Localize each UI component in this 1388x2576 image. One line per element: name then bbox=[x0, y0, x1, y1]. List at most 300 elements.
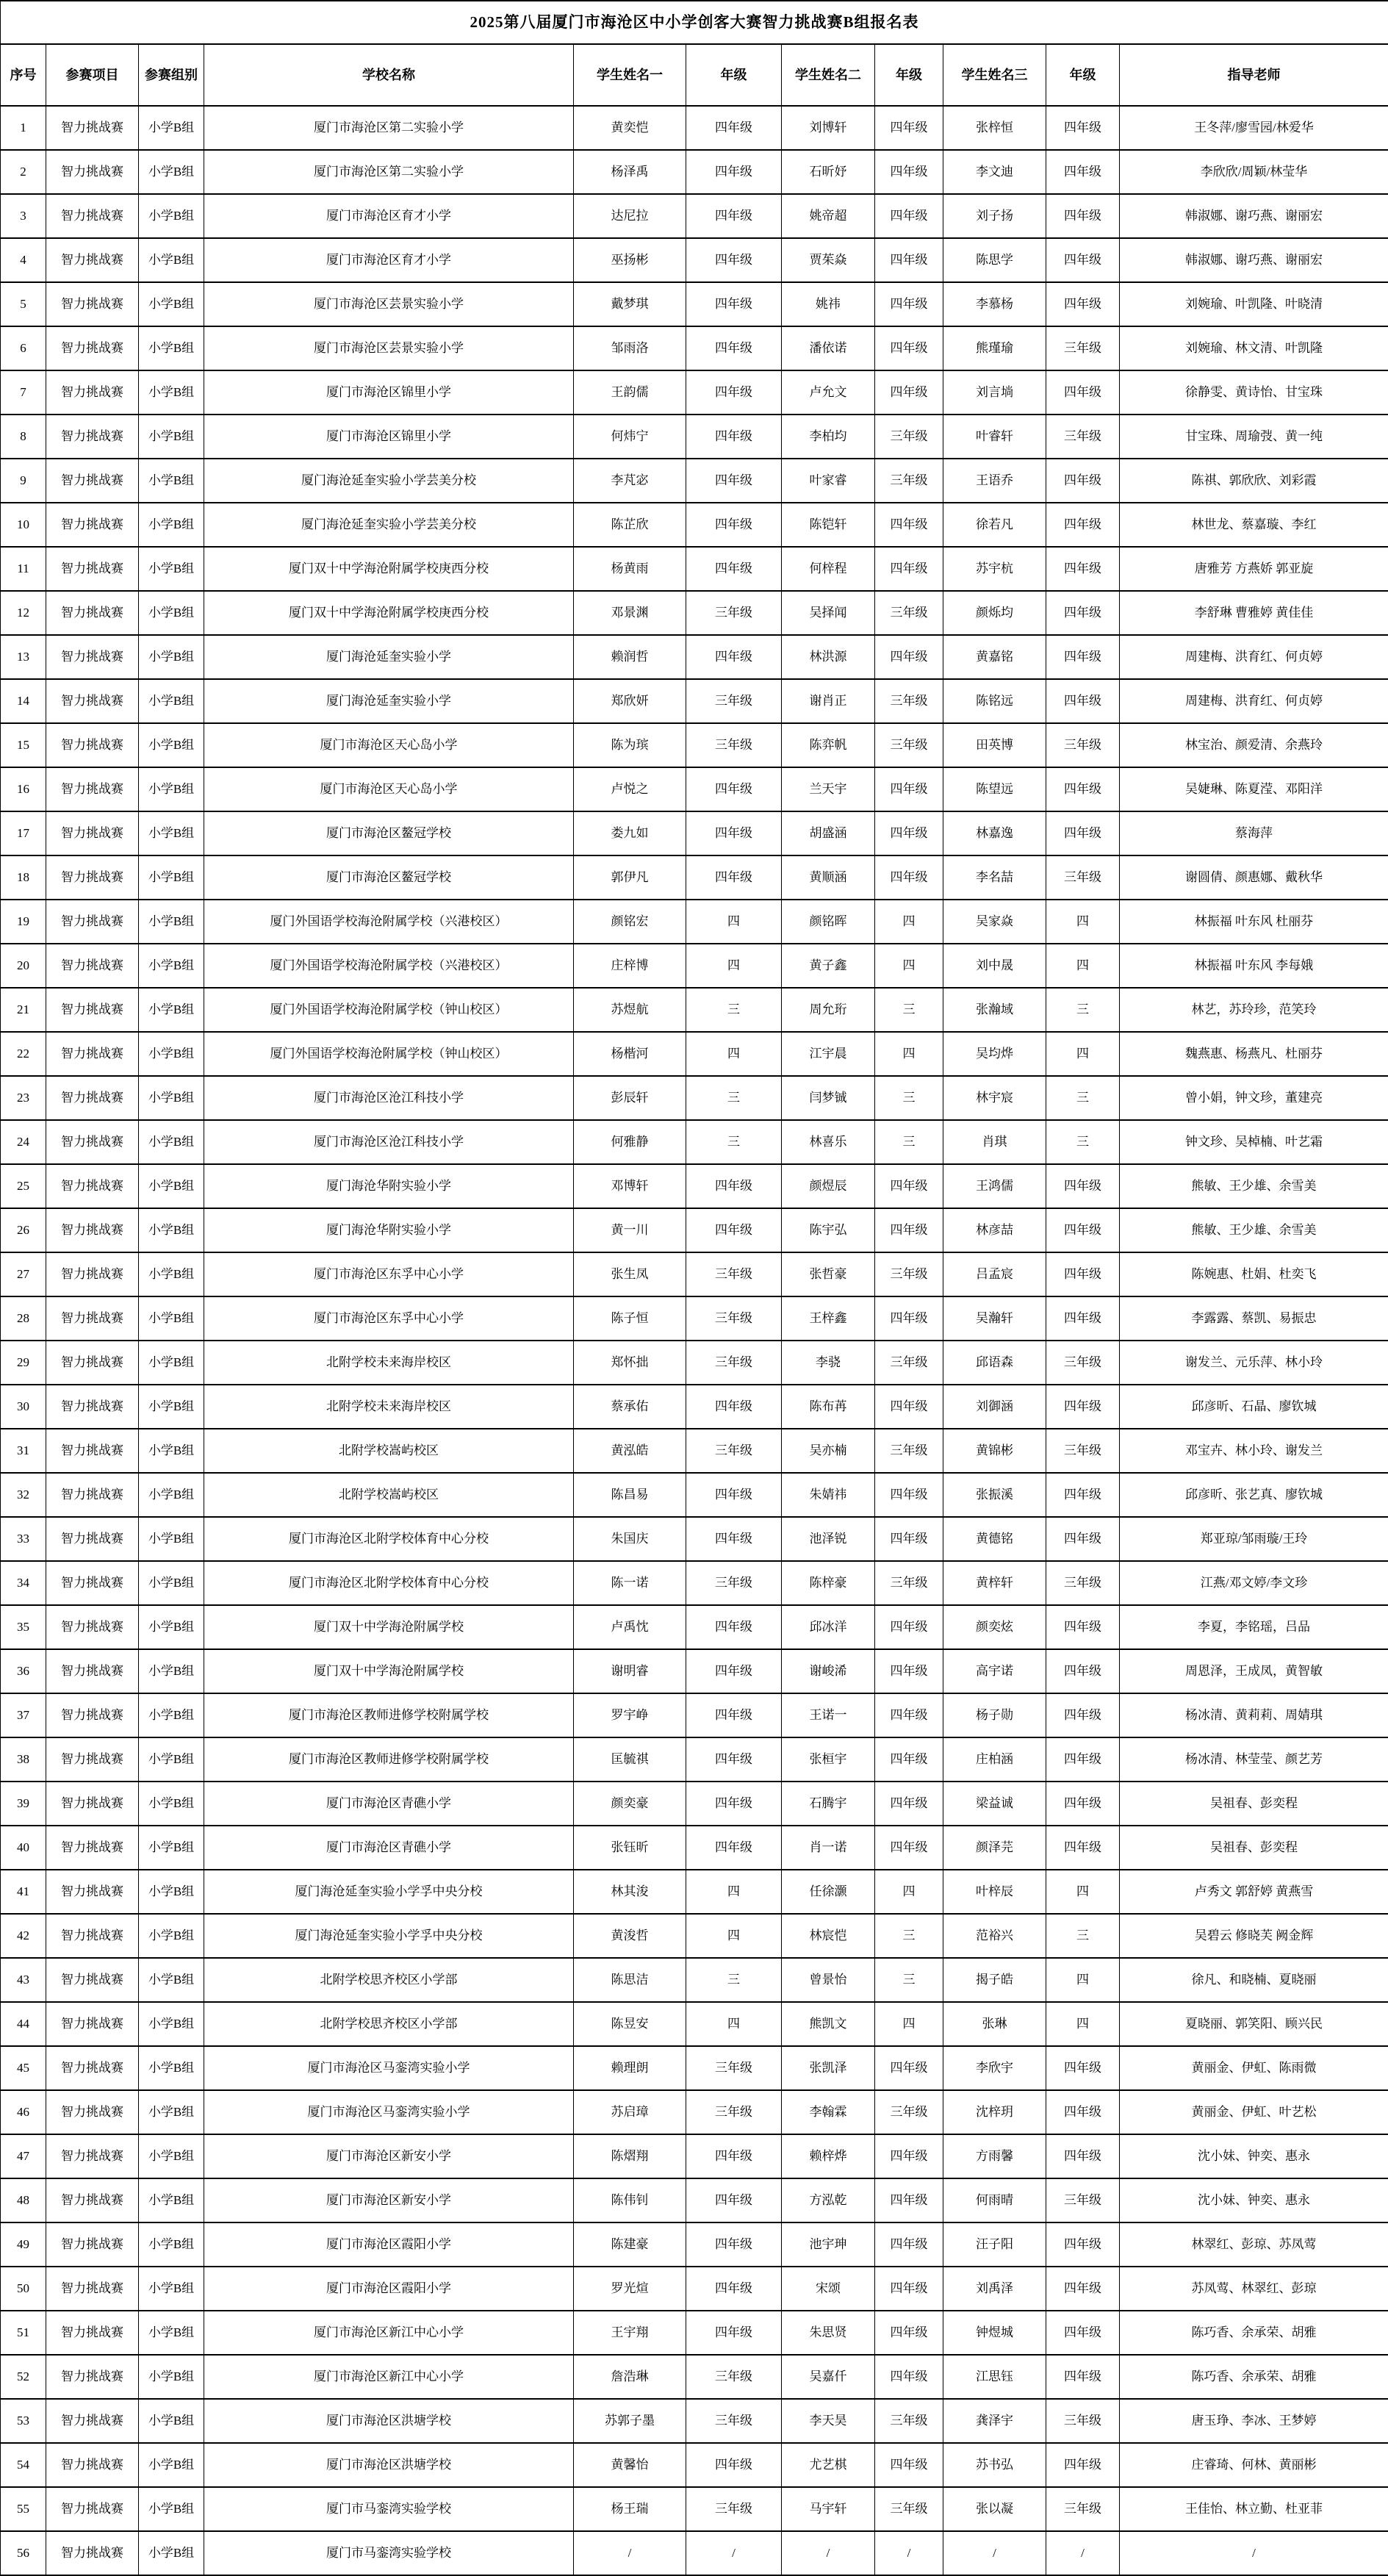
cell-school: 厦门市海沧区鳌冠学校 bbox=[204, 855, 574, 900]
cell-index: 10 bbox=[1, 503, 46, 547]
cell-event: 智力挑战赛 bbox=[46, 1208, 139, 1252]
cell-event: 智力挑战赛 bbox=[46, 2443, 139, 2487]
cell-student1: 谢明睿 bbox=[574, 1649, 686, 1693]
cell-grade2: 四年级 bbox=[875, 282, 943, 326]
cell-group: 小学B组 bbox=[139, 2487, 204, 2531]
cell-student3: 林嘉逸 bbox=[943, 811, 1046, 855]
cell-grade3: 四年级 bbox=[1046, 238, 1120, 282]
cell-school: 厦门市海沧区锦里小学 bbox=[204, 415, 574, 459]
cell-group: 小学B组 bbox=[139, 900, 204, 944]
table-row bbox=[1, 503, 1388, 547]
cell-event: 智力挑战赛 bbox=[46, 1385, 139, 1429]
cell-event: 智力挑战赛 bbox=[46, 2134, 139, 2178]
table-row bbox=[1, 1164, 1388, 1208]
cell-teachers: 林艺，苏玲珍，范笑玲 bbox=[1120, 988, 1388, 1032]
cell-student2: 黄顺涵 bbox=[782, 855, 875, 900]
cell-student3: 张振溪 bbox=[943, 1473, 1046, 1517]
cell-student1: 詹浩琳 bbox=[574, 2355, 686, 2399]
cell-grade2: 四年级 bbox=[875, 238, 943, 282]
cell-student1: 杨楷河 bbox=[574, 1032, 686, 1076]
cell-teachers: 庄睿琦、何林、黄丽彬 bbox=[1120, 2443, 1388, 2487]
cell-teachers: 沈小妹、钟奕、惠永 bbox=[1120, 2134, 1388, 2178]
cell-event: 智力挑战赛 bbox=[46, 1473, 139, 1517]
cell-school: 厦门外国语学校海沧附属学校（钟山校区） bbox=[204, 988, 574, 1032]
cell-grade1: 三年级 bbox=[686, 723, 782, 767]
cell-grade1: 四年级 bbox=[686, 326, 782, 370]
cell-student3: 张琳 bbox=[943, 2002, 1046, 2046]
cell-index: 25 bbox=[1, 1164, 46, 1208]
cell-teachers: 周恩泽，王成凤，黄智敏 bbox=[1120, 1649, 1388, 1693]
cell-grade1: 三年级 bbox=[686, 2090, 782, 2134]
cell-school: 厦门市海沧区沧江科技小学 bbox=[204, 1120, 574, 1164]
cell-index: 23 bbox=[1, 1076, 46, 1120]
cell-grade2: 三年级 bbox=[875, 1429, 943, 1473]
cell-group: 小学B组 bbox=[139, 459, 204, 503]
cell-grade1: 四年级 bbox=[686, 415, 782, 459]
table-body bbox=[1, 106, 1388, 2575]
cell-grade3: 三 bbox=[1046, 1076, 1120, 1120]
cell-index: 18 bbox=[1, 855, 46, 900]
cell-student1: 彭辰轩 bbox=[574, 1076, 686, 1120]
table-row bbox=[1, 1914, 1388, 1958]
cell-group: 小学B组 bbox=[139, 811, 204, 855]
cell-student1: 陈芷欣 bbox=[574, 503, 686, 547]
cell-student3: 刘中晟 bbox=[943, 944, 1046, 988]
cell-index: 43 bbox=[1, 1958, 46, 2002]
table-row bbox=[1, 370, 1388, 415]
cell-index: 36 bbox=[1, 1649, 46, 1693]
cell-grade1: 三年级 bbox=[686, 679, 782, 723]
cell-student3: 苏书弘 bbox=[943, 2443, 1046, 2487]
cell-event: 智力挑战赛 bbox=[46, 1870, 139, 1914]
table-row bbox=[1, 2443, 1388, 2487]
cell-index: 14 bbox=[1, 679, 46, 723]
cell-grade1: 四年级 bbox=[686, 1649, 782, 1693]
table-row bbox=[1, 1782, 1388, 1826]
cell-grade1: 四年级 bbox=[686, 1164, 782, 1208]
cell-index: 46 bbox=[1, 2090, 46, 2134]
cell-student2: 朱婧祎 bbox=[782, 1473, 875, 1517]
cell-event: 智力挑战赛 bbox=[46, 2178, 139, 2222]
cell-event: 智力挑战赛 bbox=[46, 1252, 139, 1296]
cell-index: 12 bbox=[1, 591, 46, 635]
cell-group: 小学B组 bbox=[139, 1341, 204, 1385]
cell-grade1: 四年级 bbox=[686, 1208, 782, 1252]
cell-grade2: 四年级 bbox=[875, 326, 943, 370]
cell-student3: 杨子勋 bbox=[943, 1693, 1046, 1737]
cell-grade1: 四年级 bbox=[686, 503, 782, 547]
cell-student1: 达尼拉 bbox=[574, 194, 686, 238]
cell-student3: 颜泽芫 bbox=[943, 1826, 1046, 1870]
cell-index: 39 bbox=[1, 1782, 46, 1826]
cell-index: 26 bbox=[1, 1208, 46, 1252]
cell-group: 小学B组 bbox=[139, 2222, 204, 2267]
cell-teachers: 唐雅芳 方燕娇 郭亚旋 bbox=[1120, 547, 1388, 591]
cell-teachers: 吴祖春、彭奕程 bbox=[1120, 1782, 1388, 1826]
table-row bbox=[1, 591, 1388, 635]
cell-student3: 邱语森 bbox=[943, 1341, 1046, 1385]
cell-teachers: 刘婉瑜、叶凯隆、叶晓清 bbox=[1120, 282, 1388, 326]
cell-grade3: 四 bbox=[1046, 900, 1120, 944]
cell-school: 厦门市海沧区青礁小学 bbox=[204, 1782, 574, 1826]
cell-grade2: 四年级 bbox=[875, 106, 943, 150]
cell-index: 6 bbox=[1, 326, 46, 370]
cell-teachers: 杨冰清、林莹莹、颜艺芳 bbox=[1120, 1737, 1388, 1782]
cell-teachers: 夏晓丽、郭笑阳、顾兴民 bbox=[1120, 2002, 1388, 2046]
cell-grade3: 四 bbox=[1046, 1870, 1120, 1914]
cell-school: 厦门海沧延奎实验小学 bbox=[204, 635, 574, 679]
cell-student2: 姚祎 bbox=[782, 282, 875, 326]
cell-grade2: 三 bbox=[875, 988, 943, 1032]
table-row bbox=[1, 2531, 1388, 2575]
cell-student1: 黄浚哲 bbox=[574, 1914, 686, 1958]
cell-group: 小学B组 bbox=[139, 2311, 204, 2355]
cell-event: 智力挑战赛 bbox=[46, 106, 139, 150]
cell-school: 厦门市海沧区霞阳小学 bbox=[204, 2222, 574, 2267]
cell-grade2: 四年级 bbox=[875, 1693, 943, 1737]
cell-grade2: 四年级 bbox=[875, 767, 943, 811]
cell-student2: 陈铠轩 bbox=[782, 503, 875, 547]
table-row bbox=[1, 1737, 1388, 1782]
cell-event: 智力挑战赛 bbox=[46, 1958, 139, 2002]
cell-student2: 林宸恺 bbox=[782, 1914, 875, 1958]
cell-student3: 叶梓辰 bbox=[943, 1870, 1046, 1914]
cell-grade2: 四年级 bbox=[875, 2046, 943, 2090]
cell-index: 32 bbox=[1, 1473, 46, 1517]
cell-student1: 陈思洁 bbox=[574, 1958, 686, 2002]
cell-group: 小学B组 bbox=[139, 503, 204, 547]
cell-event: 智力挑战赛 bbox=[46, 1296, 139, 1341]
cell-student2: 任徐灏 bbox=[782, 1870, 875, 1914]
cell-index: 54 bbox=[1, 2443, 46, 2487]
cell-student3: 吴家焱 bbox=[943, 900, 1046, 944]
cell-group: 小学B组 bbox=[139, 855, 204, 900]
cell-index: 9 bbox=[1, 459, 46, 503]
cell-grade2: 四年级 bbox=[875, 1296, 943, 1341]
table-row bbox=[1, 1826, 1388, 1870]
cell-grade3: 三年级 bbox=[1046, 1341, 1120, 1385]
cell-grade2: 三年级 bbox=[875, 2487, 943, 2531]
cell-group: 小学B组 bbox=[139, 2267, 204, 2311]
table-row bbox=[1, 2355, 1388, 2399]
cell-index: 44 bbox=[1, 2002, 46, 2046]
cell-grade2: 三 bbox=[875, 1120, 943, 1164]
table-row bbox=[1, 1120, 1388, 1164]
cell-grade1: 四 bbox=[686, 944, 782, 988]
cell-grade2: 四 bbox=[875, 1870, 943, 1914]
cell-grade1: 三年级 bbox=[686, 1429, 782, 1473]
cell-student3: 庄柏涵 bbox=[943, 1737, 1046, 1782]
cell-student1: 邓景渊 bbox=[574, 591, 686, 635]
cell-student1: 陈为瑸 bbox=[574, 723, 686, 767]
cell-group: 小学B组 bbox=[139, 1032, 204, 1076]
cell-grade1: 三年级 bbox=[686, 2399, 782, 2443]
cell-student3: 李文迪 bbox=[943, 150, 1046, 194]
cell-grade3: 三年级 bbox=[1046, 723, 1120, 767]
cell-school: 厦门外国语学校海沧附属学校（兴港校区） bbox=[204, 944, 574, 988]
cell-index: 42 bbox=[1, 1914, 46, 1958]
cell-grade2: 三年级 bbox=[875, 591, 943, 635]
cell-grade1: 三年级 bbox=[686, 2046, 782, 2090]
cell-event: 智力挑战赛 bbox=[46, 1517, 139, 1561]
cell-student3: 颜奕炫 bbox=[943, 1605, 1046, 1649]
cell-school: 厦门市海沧区霞阳小学 bbox=[204, 2267, 574, 2311]
cell-grade1: 四年级 bbox=[686, 547, 782, 591]
cell-student1: 罗宇峥 bbox=[574, 1693, 686, 1737]
cell-student3: 龚泽宇 bbox=[943, 2399, 1046, 2443]
cell-student3: 刘言埫 bbox=[943, 370, 1046, 415]
cell-event: 智力挑战赛 bbox=[46, 1561, 139, 1605]
cell-group: 小学B组 bbox=[139, 767, 204, 811]
cell-grade1: 三年级 bbox=[686, 1561, 782, 1605]
cell-teachers: 黄丽金、伊虹、陈雨微 bbox=[1120, 2046, 1388, 2090]
cell-student3: 吕孟宸 bbox=[943, 1252, 1046, 1296]
cell-event: 智力挑战赛 bbox=[46, 1076, 139, 1120]
table-row bbox=[1, 1341, 1388, 1385]
cell-index: 29 bbox=[1, 1341, 46, 1385]
cell-teachers: 魏燕惠、杨燕凡、杜丽芬 bbox=[1120, 1032, 1388, 1076]
cell-index: 3 bbox=[1, 194, 46, 238]
cell-grade3: 四 bbox=[1046, 944, 1120, 988]
table-row bbox=[1, 326, 1388, 370]
cell-school: 厦门海沧华附实验小学 bbox=[204, 1208, 574, 1252]
cell-teachers: / bbox=[1120, 2531, 1388, 2575]
cell-student2: 何梓程 bbox=[782, 547, 875, 591]
cell-index: 52 bbox=[1, 2355, 46, 2399]
cell-event: 智力挑战赛 bbox=[46, 459, 139, 503]
cell-student1: 陈昱安 bbox=[574, 2002, 686, 2046]
cell-index: 47 bbox=[1, 2134, 46, 2178]
cell-student1: 杨黄雨 bbox=[574, 547, 686, 591]
cell-school: 厦门市海沧区锦里小学 bbox=[204, 370, 574, 415]
cell-grade2: 四 bbox=[875, 1032, 943, 1076]
table-row bbox=[1, 988, 1388, 1032]
cell-student3: / bbox=[943, 2531, 1046, 2575]
cell-grade1: 四年级 bbox=[686, 2178, 782, 2222]
cell-student2: 陈布苒 bbox=[782, 1385, 875, 1429]
cell-group: 小学B组 bbox=[139, 635, 204, 679]
cell-teachers: 周建梅、洪育红、何贞婷 bbox=[1120, 679, 1388, 723]
cell-student2: 黄子鑫 bbox=[782, 944, 875, 988]
cell-grade1: 四年级 bbox=[686, 2443, 782, 2487]
cell-group: 小学B组 bbox=[139, 1473, 204, 1517]
cell-student3: 钟煜城 bbox=[943, 2311, 1046, 2355]
cell-student2: 肖一诺 bbox=[782, 1826, 875, 1870]
cell-index: 38 bbox=[1, 1737, 46, 1782]
cell-event: 智力挑战赛 bbox=[46, 1120, 139, 1164]
table-row bbox=[1, 2222, 1388, 2267]
cell-school: 厦门市海沧区新江中心小学 bbox=[204, 2355, 574, 2399]
cell-student1: 罗光煊 bbox=[574, 2267, 686, 2311]
cell-grade2: 四年级 bbox=[875, 2443, 943, 2487]
cell-teachers: 刘婉瑜、林文清、叶凯隆 bbox=[1120, 326, 1388, 370]
cell-group: 小学B组 bbox=[139, 1605, 204, 1649]
cell-student3: 李名喆 bbox=[943, 855, 1046, 900]
cell-school: 厦门市海沧区北附学校体育中心分校 bbox=[204, 1561, 574, 1605]
cell-group: 小学B组 bbox=[139, 1826, 204, 1870]
cell-student3: 苏宇杭 bbox=[943, 547, 1046, 591]
cell-event: 智力挑战赛 bbox=[46, 767, 139, 811]
cell-teachers: 苏凤莺、林翠红、彭琼 bbox=[1120, 2267, 1388, 2311]
cell-student1: 何雅静 bbox=[574, 1120, 686, 1164]
cell-student2: 吴亦楠 bbox=[782, 1429, 875, 1473]
cell-grade1: 四年级 bbox=[686, 459, 782, 503]
cell-student2: 石腾宇 bbox=[782, 1782, 875, 1826]
cell-group: 小学B组 bbox=[139, 1870, 204, 1914]
cell-group: 小学B组 bbox=[139, 150, 204, 194]
cell-student1: 娄九如 bbox=[574, 811, 686, 855]
cell-grade3: 三 bbox=[1046, 988, 1120, 1032]
cell-teachers: 邓宝卉、林小玲、谢发兰 bbox=[1120, 1429, 1388, 1473]
cell-teachers: 吴祖春、彭奕程 bbox=[1120, 1826, 1388, 1870]
cell-school: 厦门市海沧区芸景实验小学 bbox=[204, 282, 574, 326]
cell-teachers: 蔡海萍 bbox=[1120, 811, 1388, 855]
cell-student3: 肖琪 bbox=[943, 1120, 1046, 1164]
cell-school: 厦门海沧延奎实验小学孚中央分校 bbox=[204, 1870, 574, 1914]
table-row bbox=[1, 2267, 1388, 2311]
cell-student1: 陈昌易 bbox=[574, 1473, 686, 1517]
cell-student2: 江宇晨 bbox=[782, 1032, 875, 1076]
cell-index: 7 bbox=[1, 370, 46, 415]
cell-student3: 王语乔 bbox=[943, 459, 1046, 503]
cell-grade2: 四年级 bbox=[875, 547, 943, 591]
cell-school: 厦门市海沧区芸景实验小学 bbox=[204, 326, 574, 370]
cell-student2: 尤艺棋 bbox=[782, 2443, 875, 2487]
table-row bbox=[1, 1473, 1388, 1517]
cell-index: 30 bbox=[1, 1385, 46, 1429]
cell-event: 智力挑战赛 bbox=[46, 2267, 139, 2311]
cell-student3: 陈望远 bbox=[943, 767, 1046, 811]
cell-school: 厦门市海沧区新安小学 bbox=[204, 2178, 574, 2222]
cell-grade2: 四年级 bbox=[875, 635, 943, 679]
table-row bbox=[1, 679, 1388, 723]
cell-group: 小学B组 bbox=[139, 1517, 204, 1561]
column-header-grade3: 年级 bbox=[1046, 44, 1120, 106]
cell-school: 北附学校未来海岸校区 bbox=[204, 1341, 574, 1385]
cell-student1: 苏煜航 bbox=[574, 988, 686, 1032]
table-row bbox=[1, 194, 1388, 238]
cell-student2: 陈梓豪 bbox=[782, 1561, 875, 1605]
cell-teachers: 邱彦昕、石晶、廖钦城 bbox=[1120, 1385, 1388, 1429]
cell-school: 北附学校嵩屿校区 bbox=[204, 1473, 574, 1517]
cell-group: 小学B组 bbox=[139, 370, 204, 415]
table-row bbox=[1, 1032, 1388, 1076]
cell-student2: 林喜乐 bbox=[782, 1120, 875, 1164]
cell-teachers: 郑亚琼/邹雨璇/王玲 bbox=[1120, 1517, 1388, 1561]
cell-index: 34 bbox=[1, 1561, 46, 1605]
cell-grade1: 三 bbox=[686, 1958, 782, 2002]
cell-grade3: 四年级 bbox=[1046, 2134, 1120, 2178]
cell-grade1: 四年级 bbox=[686, 1385, 782, 1429]
cell-group: 小学B组 bbox=[139, 547, 204, 591]
cell-school: 厦门市海沧区第二实验小学 bbox=[204, 106, 574, 150]
cell-grade2: 三年级 bbox=[875, 415, 943, 459]
cell-event: 智力挑战赛 bbox=[46, 1693, 139, 1737]
cell-grade2: 四 bbox=[875, 2002, 943, 2046]
cell-grade2: 四年级 bbox=[875, 1208, 943, 1252]
cell-student1: 卢悦之 bbox=[574, 767, 686, 811]
table-row bbox=[1, 635, 1388, 679]
cell-student2: 兰天宇 bbox=[782, 767, 875, 811]
cell-grade2: 三年级 bbox=[875, 679, 943, 723]
cell-grade1: 四 bbox=[686, 900, 782, 944]
cell-index: 35 bbox=[1, 1605, 46, 1649]
cell-teachers: 王佳怡、林立勤、杜亚菲 bbox=[1120, 2487, 1388, 2531]
cell-teachers: 曾小娟，钟文珍，董建亮 bbox=[1120, 1076, 1388, 1120]
cell-event: 智力挑战赛 bbox=[46, 1032, 139, 1076]
cell-grade2: 三年级 bbox=[875, 459, 943, 503]
cell-grade3: 四年级 bbox=[1046, 679, 1120, 723]
cell-grade3: 四年级 bbox=[1046, 2222, 1120, 2267]
cell-grade1: 四年级 bbox=[686, 238, 782, 282]
cell-grade1: 四 bbox=[686, 2002, 782, 2046]
column-header-teachers: 指导老师 bbox=[1120, 44, 1388, 106]
cell-grade2: 三年级 bbox=[875, 1341, 943, 1385]
cell-group: 小学B组 bbox=[139, 238, 204, 282]
cell-student2: 潘依诺 bbox=[782, 326, 875, 370]
cell-grade1: 四年级 bbox=[686, 811, 782, 855]
cell-student2: 谢肖正 bbox=[782, 679, 875, 723]
cell-grade1: 三年级 bbox=[686, 2355, 782, 2399]
cell-school: 厦门市海沧区洪塘学校 bbox=[204, 2399, 574, 2443]
table-row bbox=[1, 944, 1388, 988]
cell-event: 智力挑战赛 bbox=[46, 194, 139, 238]
cell-grade1: 四 bbox=[686, 1914, 782, 1958]
cell-event: 智力挑战赛 bbox=[46, 503, 139, 547]
cell-student2: 叶家睿 bbox=[782, 459, 875, 503]
cell-student1: 郑欣妍 bbox=[574, 679, 686, 723]
cell-student2: 刘博轩 bbox=[782, 106, 875, 150]
cell-teachers: 江燕/邓文婷/李文珍 bbox=[1120, 1561, 1388, 1605]
cell-student2: 曾景怡 bbox=[782, 1958, 875, 2002]
cell-grade1: 四年级 bbox=[686, 1826, 782, 1870]
cell-student3: 颜烁均 bbox=[943, 591, 1046, 635]
cell-event: 智力挑战赛 bbox=[46, 855, 139, 900]
cell-grade1: 四年级 bbox=[686, 1517, 782, 1561]
table-row bbox=[1, 2134, 1388, 2178]
cell-group: 小学B组 bbox=[139, 1737, 204, 1782]
cell-group: 小学B组 bbox=[139, 679, 204, 723]
cell-student1: 黄馨怡 bbox=[574, 2443, 686, 2487]
cell-grade1: 三年级 bbox=[686, 1341, 782, 1385]
cell-teachers: 谢圆倩、颜惠娜、戴秋华 bbox=[1120, 855, 1388, 900]
cell-student1: 张生凤 bbox=[574, 1252, 686, 1296]
cell-group: 小学B组 bbox=[139, 1164, 204, 1208]
cell-student3: 高宇诺 bbox=[943, 1649, 1046, 1693]
cell-student1: 陈熠翔 bbox=[574, 2134, 686, 2178]
cell-group: 小学B组 bbox=[139, 1561, 204, 1605]
cell-student1: 庄梓博 bbox=[574, 944, 686, 988]
cell-student3: 林彦喆 bbox=[943, 1208, 1046, 1252]
cell-school: 厦门市海沧区第二实验小学 bbox=[204, 150, 574, 194]
cell-teachers: 林振福 叶东风 李每娥 bbox=[1120, 944, 1388, 988]
cell-event: 智力挑战赛 bbox=[46, 811, 139, 855]
column-header-student3: 学生姓名三 bbox=[943, 44, 1046, 106]
cell-student1: 杨王瑞 bbox=[574, 2487, 686, 2531]
cell-school: 北附学校嵩屿校区 bbox=[204, 1429, 574, 1473]
cell-event: 智力挑战赛 bbox=[46, 988, 139, 1032]
cell-student3: 李欣宇 bbox=[943, 2046, 1046, 2090]
cell-grade2: 四年级 bbox=[875, 2134, 943, 2178]
cell-grade2: 四年级 bbox=[875, 1164, 943, 1208]
cell-group: 小学B组 bbox=[139, 106, 204, 150]
cell-grade2: 四年级 bbox=[875, 855, 943, 900]
cell-index: 56 bbox=[1, 2531, 46, 2575]
table-row bbox=[1, 2487, 1388, 2531]
cell-teachers: 周建梅、洪育红、何贞婷 bbox=[1120, 635, 1388, 679]
cell-school: 厦门市海沧区新安小学 bbox=[204, 2134, 574, 2178]
cell-grade3: / bbox=[1046, 2531, 1120, 2575]
